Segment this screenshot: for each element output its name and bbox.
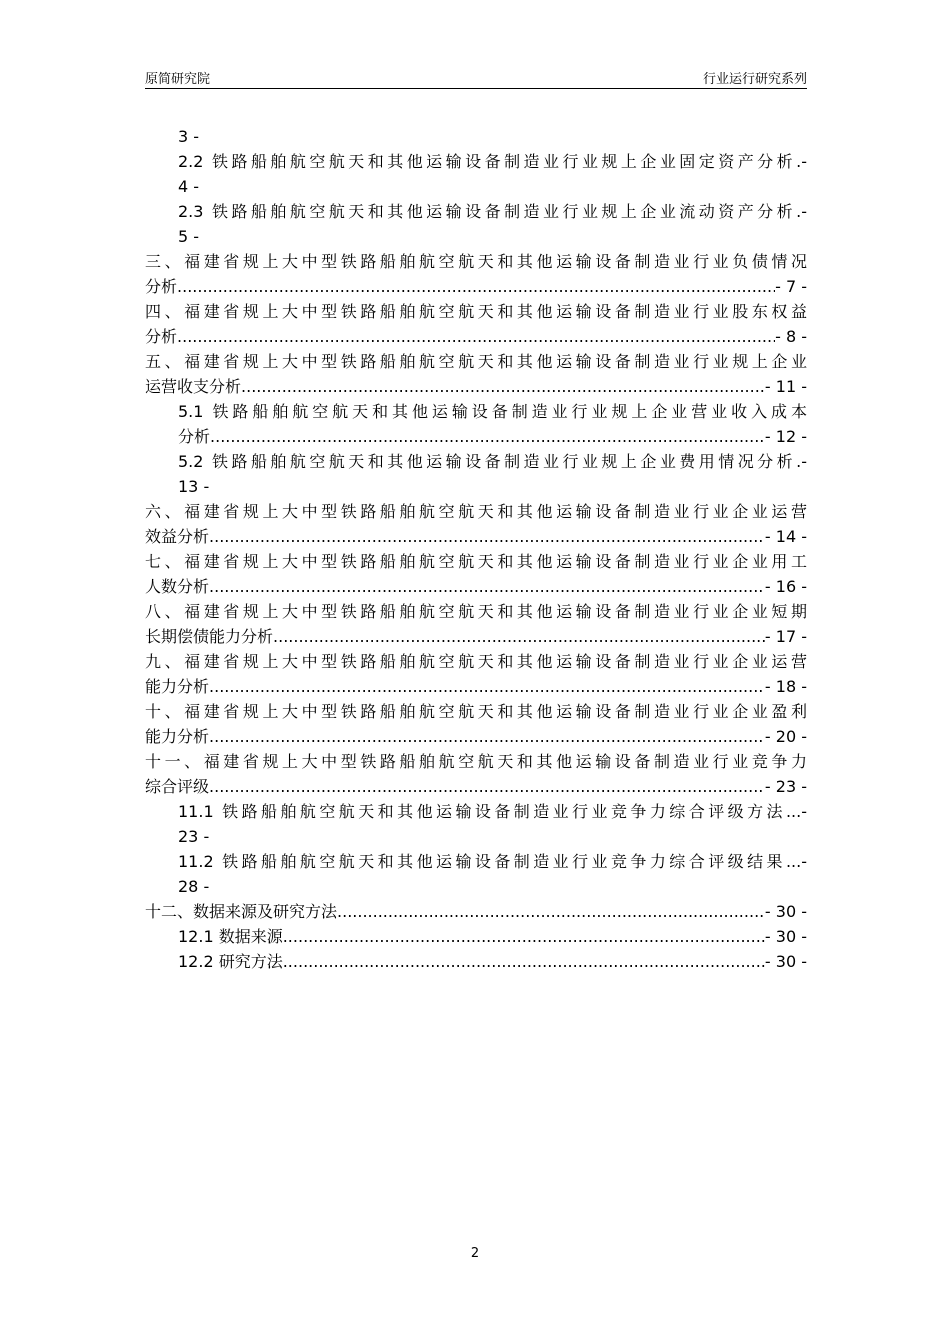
toc-leader	[177, 274, 775, 299]
toc-line[interactable]: 八、福建省规上大中型铁路船舶航空航天和其他运输设备制造业行业企业短期	[145, 602, 807, 621]
toc-line[interactable]: 11.1 铁路船舶航空航天和其他运输设备制造业行业竞争力综合评级方法...-	[178, 802, 807, 821]
toc-line[interactable]	[145, 324, 807, 349]
toc-line[interactable]: 11.2 铁路船舶航空航天和其他运输设备制造业行业竞争力综合评级结果...-	[178, 852, 807, 871]
toc-line[interactable]: 三、福建省规上大中型铁路船舶航空航天和其他运输设备制造业行业负债情况	[145, 252, 807, 271]
toc-page: - 23 -	[764, 777, 807, 796]
toc-line[interactable]	[145, 674, 807, 699]
toc-line[interactable]: 3 -	[178, 127, 200, 146]
toc-line[interactable]	[145, 524, 807, 549]
toc-leader	[209, 724, 765, 749]
toc-page: - 18 -	[764, 677, 807, 696]
toc-title: 12.2 研究方法	[178, 952, 283, 971]
page-header	[145, 66, 807, 89]
toc-title: 分析	[145, 327, 178, 346]
toc-line[interactable]	[145, 424, 807, 449]
toc-line[interactable]: 5.1 铁路船舶航空航天和其他运输设备制造业行业规上企业营业收入成本	[178, 402, 807, 421]
toc-line[interactable]: 2.2 铁路船舶航空航天和其他运输设备制造业行业规上企业固定资产分析.-	[178, 152, 807, 171]
toc-title: 综合评级	[145, 777, 210, 796]
toc-title: 长期偿债能力分析	[145, 627, 274, 646]
toc-line[interactable]: 十、福建省规上大中型铁路船舶航空航天和其他运输设备制造业行业企业盈利	[145, 702, 807, 721]
toc-page: - 30 -	[764, 927, 807, 946]
toc-page: - 17 -	[764, 627, 807, 646]
toc-title: 分析	[145, 277, 178, 296]
toc-line[interactable]	[145, 924, 807, 949]
toc-line[interactable]: 六、福建省规上大中型铁路船舶航空航天和其他运输设备制造业行业企业运营	[145, 502, 807, 521]
toc-line[interactable]	[145, 899, 807, 924]
toc-line[interactable]	[145, 624, 807, 649]
toc-title: 12.1 数据来源	[178, 927, 283, 946]
toc-title: 运营收支分析	[145, 377, 242, 396]
toc-line[interactable]	[145, 374, 807, 399]
toc-page: - 14 -	[764, 527, 807, 546]
toc-line[interactable]	[145, 574, 807, 599]
toc-line[interactable]: 四、福建省规上大中型铁路船舶航空航天和其他运输设备制造业行业股东权益	[145, 302, 807, 321]
toc-leader	[283, 924, 765, 949]
toc-page: - 20 -	[764, 727, 807, 746]
toc-title: 十二、数据来源及研究方法	[145, 902, 338, 921]
toc-leader	[337, 899, 765, 924]
toc-page: - 12 -	[764, 427, 807, 446]
toc-line[interactable]: 28 -	[178, 877, 210, 896]
toc-line[interactable]	[145, 774, 807, 799]
toc-line[interactable]	[145, 949, 807, 974]
toc-page: - 11 -	[764, 377, 807, 396]
table-of-contents	[145, 124, 807, 974]
page-number: 2	[470, 1246, 480, 1261]
header-series: 行业运行研究系列	[702, 72, 807, 87]
toc-leader	[209, 574, 765, 599]
toc-page: - 16 -	[764, 577, 807, 596]
toc-leader	[273, 624, 765, 649]
toc-line[interactable]: 4 -	[178, 177, 200, 196]
toc-leader	[209, 524, 765, 549]
toc-line[interactable]: 七、福建省规上大中型铁路船舶航空航天和其他运输设备制造业行业企业用工	[145, 552, 807, 571]
toc-line[interactable]: 九、福建省规上大中型铁路船舶航空航天和其他运输设备制造业行业企业运营	[145, 652, 807, 671]
toc-page: - 8 -	[775, 327, 807, 346]
toc-line[interactable]: 十一、福建省规上大中型铁路船舶航空航天和其他运输设备制造业行业竞争力	[145, 752, 807, 771]
toc-title: 人数分析	[145, 577, 210, 596]
toc-line[interactable]	[145, 724, 807, 749]
toc-leader	[209, 674, 765, 699]
toc-line[interactable]: 五、福建省规上大中型铁路船舶航空航天和其他运输设备制造业行业规上企业	[145, 352, 807, 371]
toc-leader	[209, 774, 765, 799]
toc-line[interactable]	[145, 274, 807, 299]
toc-title: 能力分析	[145, 727, 210, 746]
toc-leader	[283, 949, 765, 974]
toc-title: 能力分析	[145, 677, 210, 696]
toc-leader	[241, 374, 765, 399]
toc-page: - 30 -	[764, 952, 807, 971]
toc-line[interactable]: 5.2 铁路船舶航空航天和其他运输设备制造业行业规上企业费用情况分析.-	[178, 452, 807, 471]
toc-title: 效益分析	[145, 527, 210, 546]
toc-page: - 7 -	[775, 277, 807, 296]
toc-line[interactable]: 5 -	[178, 227, 200, 246]
header-org: 原简研究院	[145, 72, 211, 87]
toc-leader	[210, 424, 765, 449]
toc-page: - 30 -	[764, 902, 807, 921]
toc-line[interactable]: 23 -	[178, 827, 210, 846]
toc-line[interactable]: 13 -	[178, 477, 210, 496]
toc-title: 分析	[178, 427, 211, 446]
toc-leader	[177, 324, 775, 349]
toc-line[interactable]: 2.3 铁路船舶航空航天和其他运输设备制造业行业规上企业流动资产分析.-	[178, 202, 807, 221]
